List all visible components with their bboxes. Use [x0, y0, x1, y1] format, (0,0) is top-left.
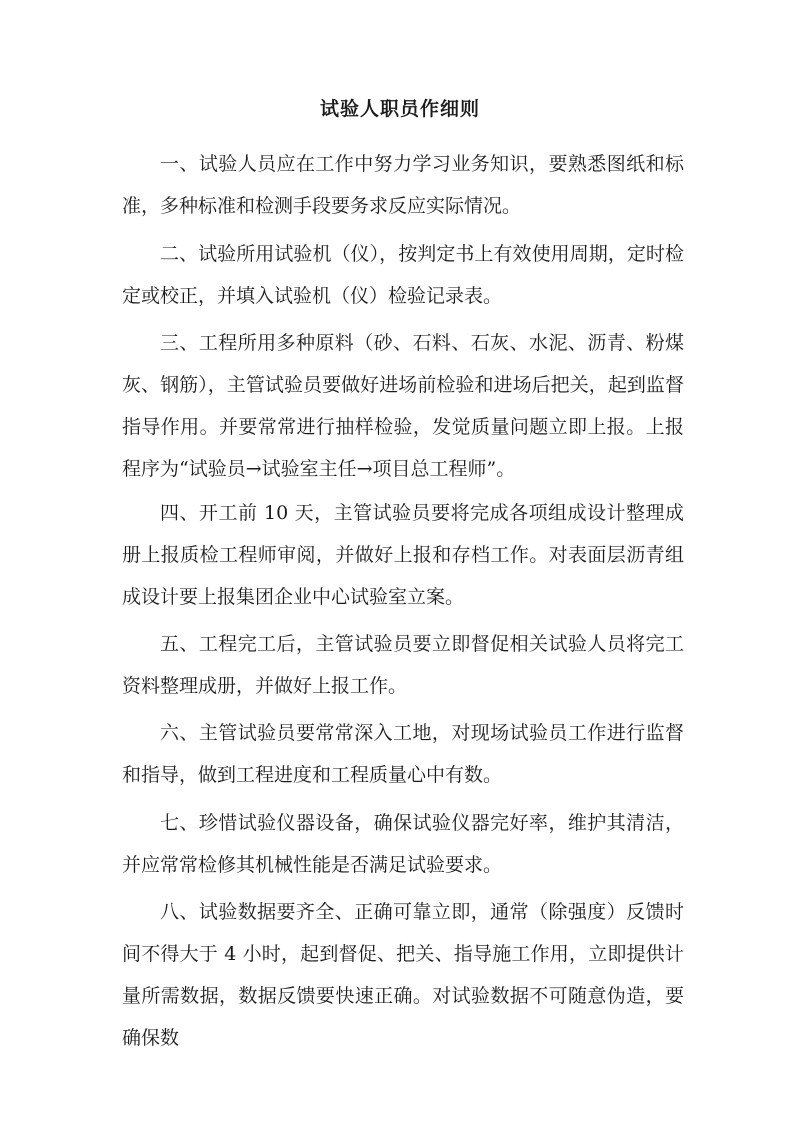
paragraph-6: 六、主管试验员要常常深入工地，对现场试验员工作进行监督和指导，做到工程进度和工程质量心中有数。	[122, 722, 684, 786]
paragraph-2: 二、试验所用试验机（仪），按判定书上有效使用周期，定时检定或校正，并填入试验机（仪）检验记录表。	[122, 243, 684, 307]
paragraph-7: 七、珍惜试验仪器设备，确保试验仪器完好率，维护其清洁，并应常常检修其机械性能是否满足试验要求。	[122, 812, 684, 876]
paragraph-4: 四、开工前 10 天，主管试验员要将完成各项组成设计整理成册上报质检工程师审阅，并做好上报和存档工作。对表面层沥青组成设计要上报集团企业中心试验室立案。	[122, 502, 684, 608]
paragraph-3: 三、工程所用多种原料（砂、石料、石灰、水泥、沥青、粉煤灰、钢筋），主管试验员要做好进场前检验和进场后把关，起到监督指导作用。并要常常进行抽样检验，发觉质量问题立即上报。上报程序为“试验员→试验室主任→项目总工程师”。	[122, 332, 684, 480]
paragraph-8: 八、试验数据要齐全、正确可靠立即，通常（除强度）反馈时间不得大于 4 小时，起到督促、把关、指导施工作用，立即提供计量所需数据，数据反馈要快速正确。对试验数据不可随意伪造，要确保数	[122, 901, 684, 1049]
document-title: 试验人职员作细则	[319, 98, 480, 120]
paragraph-5: 五、工程完工后，主管试验员要立即督促相关试验人员将完工资料整理成册，并做好上报工作。	[122, 633, 684, 697]
paragraph-1: 一、试验人员应在工作中努力学习业务知识，要熟悉图纸和标准，多种标准和检测手段要务求反应实际情况。	[122, 153, 684, 217]
